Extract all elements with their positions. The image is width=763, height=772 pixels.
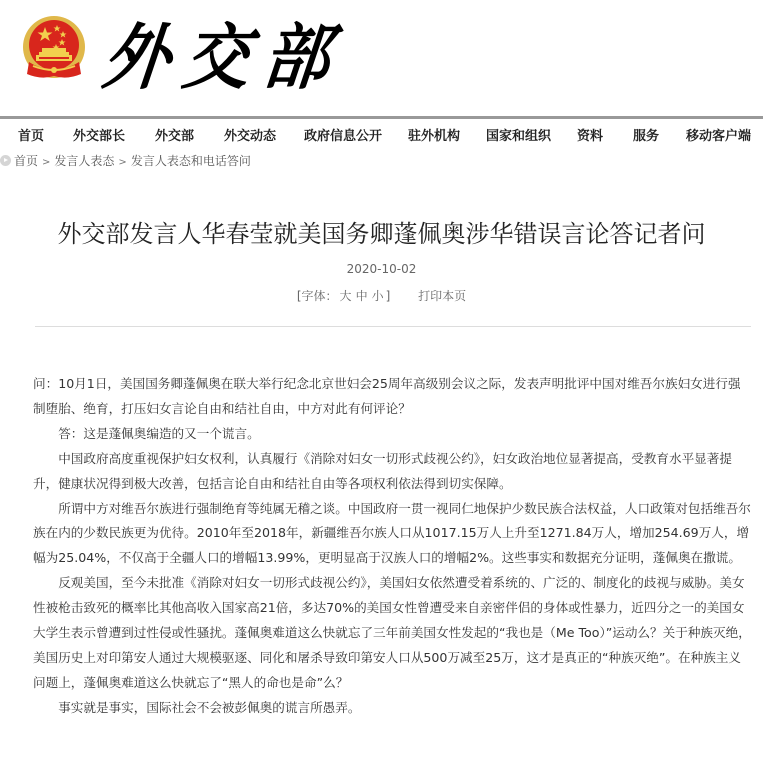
nav-item-ministry[interactable]: 外交部 <box>155 129 195 144</box>
breadcrumb-home[interactable]: 首页 <box>14 154 39 168</box>
nav-item-mobile[interactable]: 移动客户端 <box>686 129 752 144</box>
article-body <box>33 372 753 721</box>
arrow-circle-icon <box>0 155 11 166</box>
main-nav <box>0 116 763 148</box>
article-paragraph: 问：10月1日，美国国务卿蓬佩奥在联大举行纪念北京世妇会25周年高级别会议之际，发表声明批评中国对维吾尔族妇女进行强制堕胎、绝育，打压妇女言论自由和结社自由，中方对此有何评论？ <box>33 376 741 416</box>
divider <box>35 326 751 327</box>
breadcrumb-separator: > <box>118 157 127 168</box>
font-size-small[interactable]: 小 <box>371 289 384 303</box>
article-date: 2020-10-02 <box>346 262 417 276</box>
nav-item-countries[interactable]: 国家和组织 <box>486 129 552 144</box>
nav-item-missions[interactable]: 驻外机构 <box>408 129 461 144</box>
article-paragraph: 答：这是蓬佩奥编造的又一个谎言。 <box>58 425 260 441</box>
article-tools <box>0 287 763 304</box>
font-size-large[interactable]: 大 <box>339 289 352 303</box>
breadcrumb-current[interactable]: 发言人表态和电话答问 <box>130 154 251 168</box>
site-logo[interactable]: 外交部 <box>99 15 348 100</box>
article-paragraph: 中国政府高度重视保护妇女权利，认真履行《消除对妇女一切形式歧视公约》，妇女政治地位显著提高，受教育水平显著提升，健康状况得到极大改善，包括言论自由和结社自由等各项权利依法得到切实保障。 <box>33 450 732 491</box>
font-size-label-close: ] <box>385 289 391 303</box>
nav-item-home[interactable]: 首页 <box>18 129 45 144</box>
national-emblem-icon[interactable] <box>21 14 87 84</box>
font-size-medium[interactable]: 中 <box>355 289 368 303</box>
font-size-selector <box>297 289 390 303</box>
font-size-label: [字体： <box>296 289 338 303</box>
nav-item-gov-info[interactable]: 政府信息公开 <box>304 129 383 144</box>
breadcrumb-spokesperson[interactable]: 发言人表态 <box>54 154 115 168</box>
nav-item-resources[interactable]: 资料 <box>577 129 604 144</box>
article-paragraph: 所谓中方对维吾尔族进行强制绝育等纯属无稽之谈。中国政府一贯一视同仁地保护少数民族合法权益，人口政策对包括维吾尔族在内的少数民族更为优待。2010年至2018年，新疆维吾尔族人口从1017.15万人上升至1271.84万人，增加254.69万人，增幅为25.04%，不仅高于全疆人口的增幅13.99%，更明显高于汉族人口的增幅2%。这些事实和数据充分证明，蓬佩奥在撒谎。 <box>33 500 751 566</box>
print-page-link[interactable]: 打印本页 <box>418 289 467 303</box>
nav-item-minister[interactable]: 外交部长 <box>73 129 126 144</box>
breadcrumb-separator: > <box>42 157 51 168</box>
nav-item-diplomatic-news[interactable]: 外交动态 <box>224 129 277 144</box>
article-paragraph: 反观美国，至今未批准《消除对妇女一切形式歧视公约》，美国妇女依然遭受着系统的、广泛的、制度化的歧视与威胁。美女性被枪击致死的概率比其他高收入国家高21倍，多达70%的美国女性曾遭受来自亲密伴侣的身体或性暴力，近四分之一的美国女大学生表示曾遭到过性侵或性骚扰。蓬佩奥难道这么快就忘了三年前美国女性发起的“我也是（Me Too）”运动么？关于种族灭绝，美国历史上对印第安人通过大规模驱逐、同化和屠杀导致印第安人口从500万减至25万，这才是真正的“种族灭绝”。在种族主义问题上，蓬佩奥难道这么快就忘了“黑人的命也是命”么？ <box>33 575 751 690</box>
article-paragraph: 事实就是事实，国际社会不会被彭佩奥的谎言所愚弄。 <box>58 699 361 715</box>
nav-item-services[interactable]: 服务 <box>633 129 660 144</box>
article-title: 外交部发言人华春莹就美国务卿蓬佩奥涉华错误言论答记者问 <box>57 220 706 248</box>
site-header <box>0 0 763 116</box>
